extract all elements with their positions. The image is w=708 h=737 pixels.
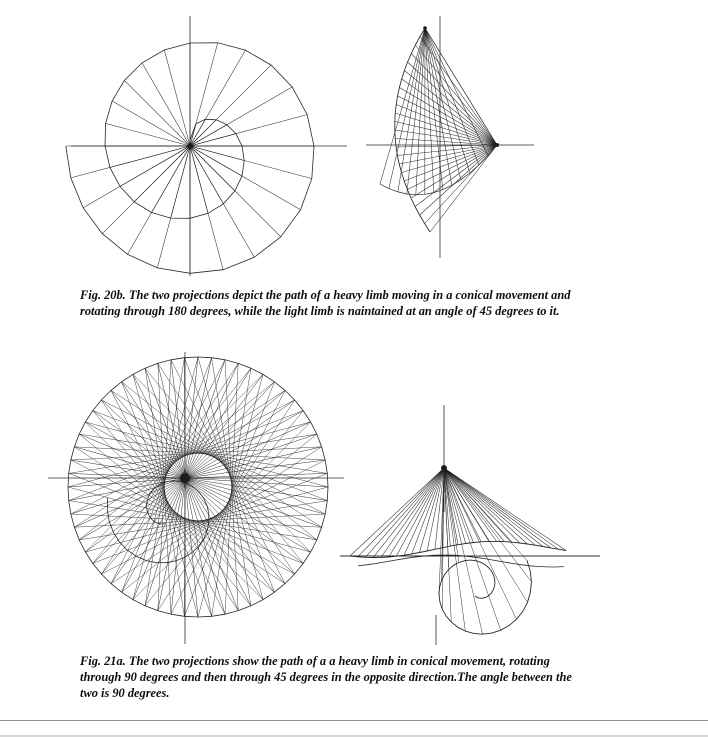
- caption-line: two is 90 degrees.: [80, 685, 170, 700]
- caption-line: through 90 degrees and then through 45 degrees in the opposite direction.The angle between the: [80, 669, 572, 684]
- page-footer-rule: [0, 720, 708, 721]
- fig20b-spiral-plan-projection-drawing: [55, 8, 355, 283]
- caption-line: Fig. 20b. The two projections depict the path of a heavy limb moving in a conical movement and: [80, 288, 571, 302]
- caption-line: rotating through 180 degrees, while the light limb is naintained at an angle of 45 degrees to it.: [80, 303, 560, 318]
- figure-21a-caption: [80, 654, 572, 702]
- figure-20b-caption: [80, 288, 570, 320]
- fig21a-rosette-plan-projection-drawing: [46, 350, 346, 650]
- fig21a-cone-swirl-elevation-projection-drawing: [334, 400, 604, 650]
- caption-line: Fig. 21a. The two projections show the path of a a heavy limb in conical movement, rotating: [80, 654, 550, 668]
- fig20b-cone-elevation-projection-drawing: [360, 12, 540, 264]
